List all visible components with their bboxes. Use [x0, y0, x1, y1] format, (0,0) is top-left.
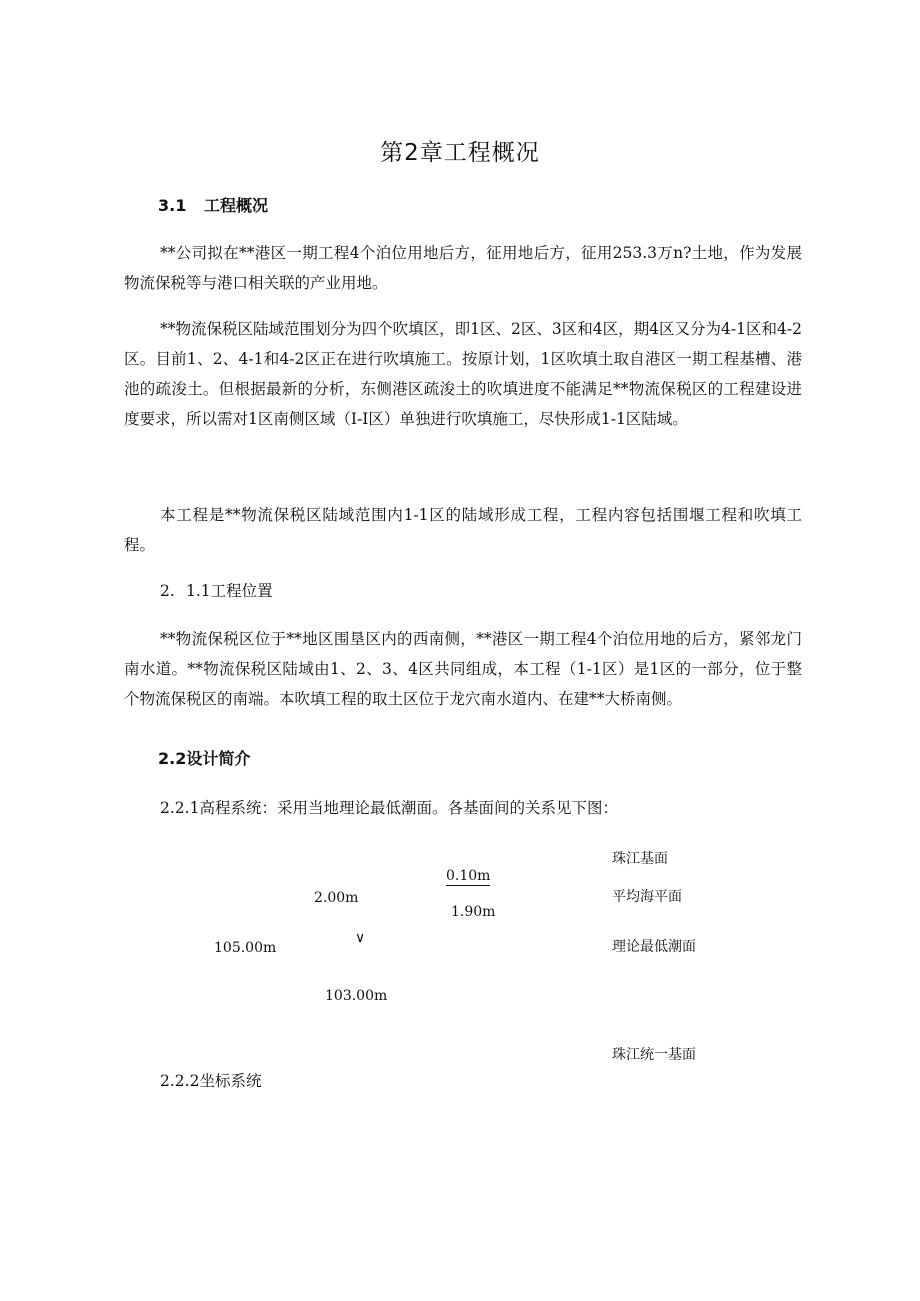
section-number: 3.1 — [158, 196, 187, 215]
diagram-label-mean-sea-level: 平均海平面 — [612, 889, 682, 905]
paragraph: 本工程是**物流保税区陆域范围内1-1区的陆域形成工程，工程内容包括围堰工程和吹填工程。 — [124, 506, 802, 554]
diagram-value-105-00: 105.00m — [214, 940, 277, 956]
down-arrow-icon: ∨ — [355, 930, 366, 946]
subsection-number: 2. — [160, 582, 175, 600]
diagram-value-0-10: 0.10m — [446, 868, 491, 884]
diagram-label-unified-datum: 珠江统一基面 — [612, 1047, 696, 1063]
diagram-value-103-00: 103.00m — [325, 988, 388, 1004]
subsection-2-2-2: 2.2.2坐标系统 — [160, 1072, 262, 1090]
diagram-label-zhujiang-datum: 珠江基面 — [612, 851, 668, 867]
paragraph: **物流保税区位于**地区围垦区内的西南侧，**港区一期工程4个泊位用地的后方，紧邻龙门南水道。**物流保税区陆域由1、2、3、4区共同组成，本工程（1-1区）是1区的一部分，位于整个物流保税区的南端。本吹填工程的取土区位于龙穴南水道内、在建**大桥南侧。 — [124, 630, 802, 708]
diagram-value-2-00: 2.00m — [314, 890, 359, 906]
section-heading-3-1 — [158, 193, 268, 216]
paragraph: **公司拟在**港区一期工程4个泊位用地后方，征用地后方，征用253.3万n?土地，作为发展物流保税等与港口相关联的产业用地。 — [124, 244, 802, 292]
diagram-value-1-90: 1.90m — [451, 904, 496, 920]
subsection-title: 1.1工程位置 — [186, 582, 273, 600]
section-title: 工程概况 — [204, 196, 269, 215]
diagram-label-lowest-tide: 理论最低潮面 — [612, 939, 696, 955]
section-heading-2-2: 2.2设计简介 — [158, 749, 251, 768]
subsection-2-2-1: 2.2.1高程系统：采用当地理论最低潮面。各基面间的关系见下图： — [160, 799, 618, 817]
subsection-heading-1-1 — [160, 576, 273, 606]
paragraph: **物流保税区陆域范围划分为四个吹填区，即1区、2区、3区和4区，期4区又分为4-1区和4-2区。目前1、2、4-1和4-2区正在进行吹填施工。按原计划，1区吹填土取自港区一期工程基槽、港池的疏浚土。但根据最新的分析，东侧港区疏浚土的吹填进度不能满足**物流保税区的工程建设进度要求，所以需对1区南侧区域（I-I区）单独进行吹填施工，尽快形成1-1区陆域。 — [124, 320, 802, 428]
chapter-title: 第2章工程概况 — [380, 140, 540, 166]
